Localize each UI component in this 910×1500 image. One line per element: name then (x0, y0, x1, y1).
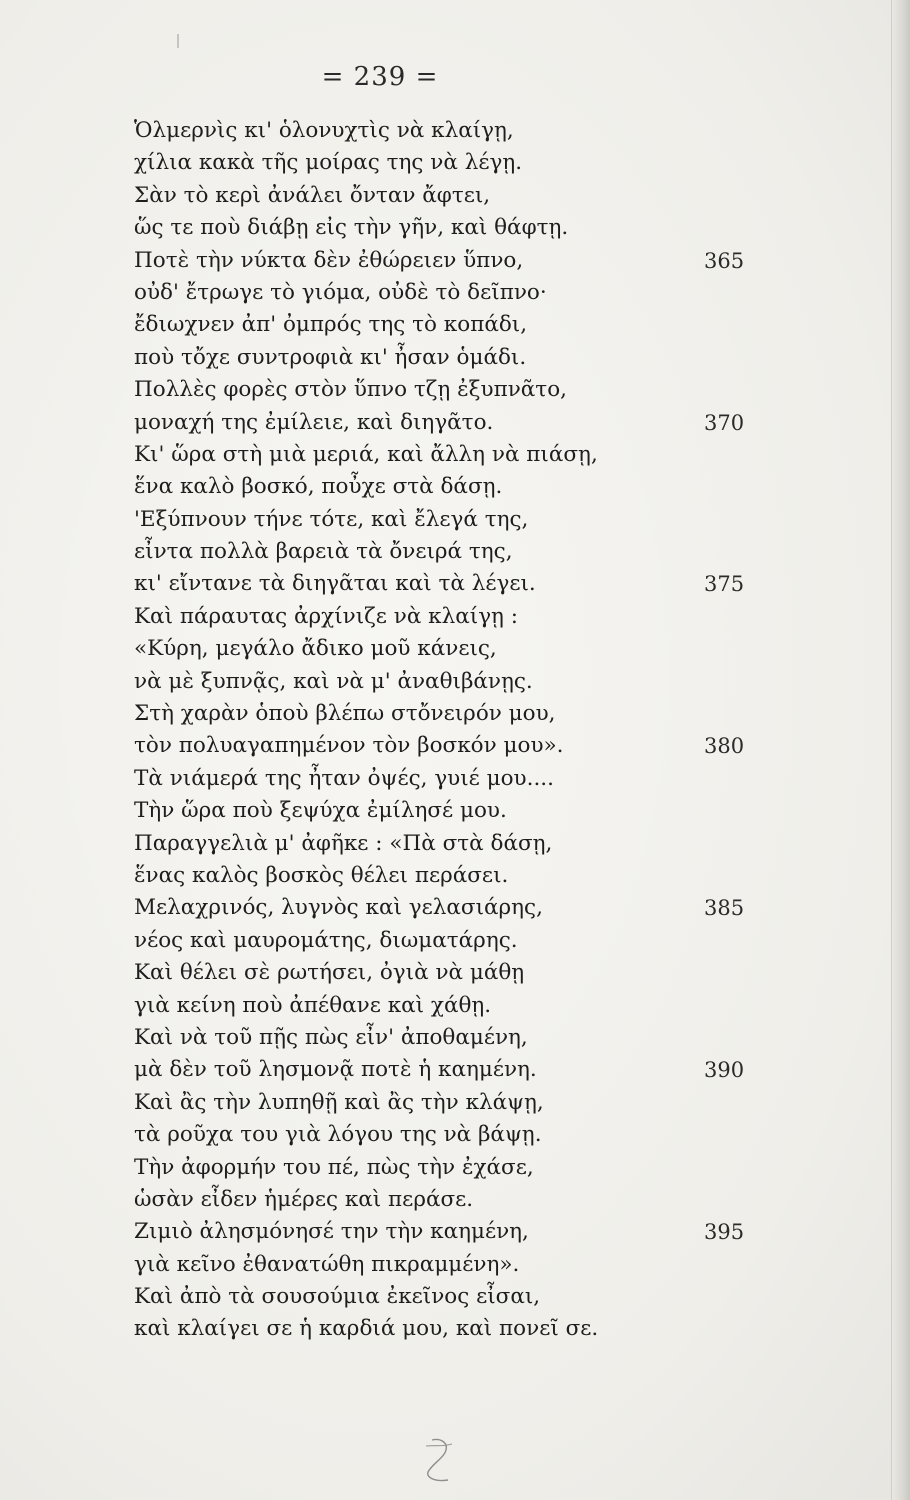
verse-line (134, 147, 754, 179)
verse-text: Τὰ νιάμερά της ἦταν ὀψές, γυιέ μου.... (134, 765, 554, 791)
verse-line (134, 1249, 754, 1281)
verse-line (134, 666, 754, 698)
line-number: 390 (704, 1058, 745, 1083)
poem-text (134, 115, 754, 1346)
verse-line (134, 245, 754, 277)
verse-line (134, 212, 754, 244)
verse-text: Καὶ νὰ τοῦ πῇς πὼς εἶν' ἀποθαμένη, (134, 1024, 528, 1050)
verse-text: Μελαχρινός, λυγνὸς καὶ γελασιάρης, (134, 895, 543, 921)
verse-line (134, 407, 754, 439)
verse-text: τὸν πολυαγαπημένον τὸν βοσκόν μου». (134, 733, 564, 759)
verse-line (134, 471, 754, 503)
verse-text: ὥς τε ποὺ διάβῃ εἰς τὴν γῆν, καὶ θάφτῃ. (134, 215, 569, 241)
verse-text: Καὶ πάραυτας ἀρχίνιζε νὰ κλαίγῃ : (134, 603, 518, 629)
line-number: 385 (704, 896, 745, 921)
verse-line (134, 374, 754, 406)
verse-text: νέος καὶ μαυρομάτης, διωματάρης. (134, 927, 518, 953)
verse-text: μὰ δὲν τοῦ λησμονᾷ ποτὲ ἡ καημένη. (134, 1057, 537, 1083)
verse-line (134, 504, 754, 536)
pencil-mark (418, 1436, 458, 1486)
verse-text: Ζιμιὸ ἀλησμόνησέ την τὴν καημένη, (134, 1219, 529, 1245)
page-number: = 239 = (321, 62, 439, 92)
verse-line (134, 568, 754, 600)
verse-line (134, 1054, 754, 1086)
verse-text: Καὶ ἀπὸ τὰ σουσούμια ἐκεῖνος εἶσαι, (134, 1284, 541, 1310)
verse-text: ἕνας καλὸς βοσκὸς θέλει περάσει. (134, 862, 509, 888)
verse-text: Τὴν ὥρα ποὺ ξεψύχα ἐμίλησέ μου. (134, 798, 507, 824)
verse-text: χίλια κακὰ τῆς μοίρας της νὰ λέγῃ. (134, 150, 523, 176)
verse-line (134, 180, 754, 212)
verse-line (134, 1313, 754, 1345)
verse-text: οὐδ' ἔτρωγε τὸ γιόμα, οὐδὲ τὸ δεῖπνο· (134, 279, 547, 305)
verse-line (134, 277, 754, 309)
verse-text: γιὰ κείνη ποὺ ἀπέθανε καὶ χάθῃ. (134, 992, 492, 1018)
verse-line (134, 892, 754, 924)
verse-text: Πολλὲς φορὲς στὸν ὕπνο τζῃ ἐξυπνᾶτο, (134, 377, 567, 403)
line-number: 380 (704, 734, 745, 759)
verse-line (134, 633, 754, 665)
verse-text: Παραγγελιὰ μ' ἀφῆκε : «Πὰ στὰ δάσῃ, (134, 830, 553, 856)
verse-text: γιὰ κεῖνο ἐθανατώθη πικραμμένη». (134, 1251, 520, 1277)
line-number: 370 (704, 410, 745, 435)
line-number: 375 (704, 572, 745, 597)
verse-line (134, 763, 754, 795)
verse-line (134, 536, 754, 568)
verse-text: Τὴν ἀφορμήν του πέ, πὼς τὴν ἐχάσε, (134, 1154, 534, 1180)
verse-text: μοναχή της ἐμίλειε, καὶ διηγᾶτο. (134, 409, 494, 435)
verse-line (134, 925, 754, 957)
verse-text: νὰ μὲ ξυπνᾷς, καὶ νὰ μ' ἀναθιβάνῃς. (134, 668, 533, 694)
ink-speck (176, 34, 180, 48)
verse-line (134, 1281, 754, 1313)
verse-text: «Κύρη, μεγάλο ἄδικο μοῦ κάνεις, (134, 636, 497, 662)
verse-line (134, 1022, 754, 1054)
verse-text: κι' εἴντανε τὰ διηγᾶται καὶ τὰ λέγει. (134, 571, 536, 597)
verse-line (134, 1152, 754, 1184)
verse-line (134, 309, 754, 341)
verse-text: Ὁλμερνὶς κι' ὁλονυχτὶς νὰ κλαίγῃ, (134, 118, 514, 143)
verse-line (134, 730, 754, 762)
verse-line (134, 439, 754, 471)
verse-line (134, 1216, 754, 1248)
verse-line (134, 698, 754, 730)
verse-text: Κι' ὥρα στὴ μιὰ μεριά, καὶ ἄλλη νὰ πιάσῃ, (134, 441, 598, 467)
verse-text: Ποτὲ τὴν νύκτα δὲν ἐθώρειεν ὕπνο, (134, 247, 524, 273)
verse-line (134, 990, 754, 1022)
verse-line (134, 601, 754, 633)
verse-text: 'Εξύπνουν τήνε τότε, καὶ ἔλεγά της, (134, 506, 529, 532)
verse-line (134, 1184, 754, 1216)
verse-line (134, 115, 754, 147)
verse-text: ἕνα καλὸ βοσκό, ποὖχε στὰ δάσῃ. (134, 474, 503, 500)
verse-line (134, 828, 754, 860)
verse-text: καὶ κλαίγει σε ἡ καρδιά μου, καὶ πονεῖ σε. (134, 1316, 599, 1342)
verse-text: ποὺ τὄχε συντροφιὰ κι' ἦσαν ὁμάδι. (134, 344, 527, 370)
verse-text: ἔδιωχνεν ἀπ' ὀμπρός της τὸ κοπάδι, (134, 312, 528, 338)
line-number: 395 (704, 1220, 745, 1245)
verse-text: Σὰν τὸ κερὶ ἀνάλει ὄνταν ἄφτει, (134, 182, 491, 208)
verse-line (134, 860, 754, 892)
verse-text: Καὶ θέλει σὲ ρωτήσει, ὀγιὰ νὰ μάθῃ (134, 960, 525, 986)
verse-text: Στὴ χαρὰν ὁποὺ βλέπω στὄνειρόν μου, (134, 701, 556, 727)
verse-line (134, 342, 754, 374)
verse-line (134, 795, 754, 827)
line-number: 365 (704, 248, 745, 273)
verse-line (134, 1087, 754, 1119)
verse-line (134, 1119, 754, 1151)
verse-text: εἶντα πολλὰ βαρειὰ τὰ ὄνειρά της, (134, 539, 513, 565)
verse-text: ὡσὰν εἶδεν ἡμέρες καὶ περάσε. (134, 1186, 474, 1212)
verse-text: τὰ ροῦχα του γιὰ λόγου της νὰ βάψῃ. (134, 1122, 542, 1148)
verse-text: Καὶ ἂς τὴν λυπηθῇ καὶ ἂς τὴν κλάψῃ, (134, 1089, 544, 1115)
verse-line (134, 957, 754, 989)
page-edge (891, 0, 910, 1500)
